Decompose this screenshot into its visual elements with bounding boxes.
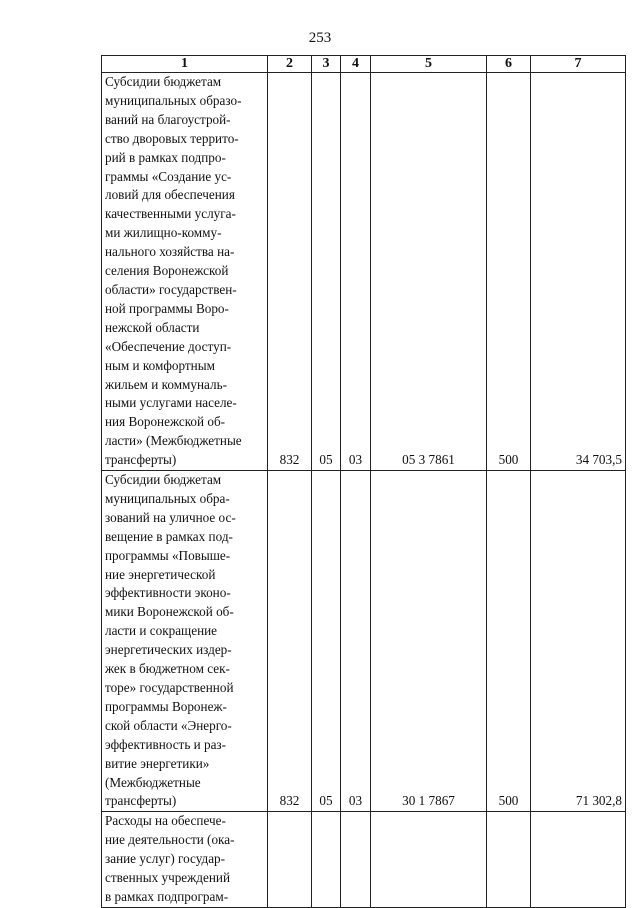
table-row <box>102 73 626 471</box>
subsection-code <box>341 812 371 908</box>
description-line: рий в рамках подпро- <box>105 149 226 165</box>
section-code: 05 <box>312 73 341 471</box>
description-line: ласти» (Межбюджетные <box>105 433 242 449</box>
description-line: ние деятельности (ока- <box>105 832 235 848</box>
description-line: эффективность и раз- <box>105 736 227 752</box>
column-header: 4 <box>341 56 371 73</box>
table-row <box>102 812 626 908</box>
section-code <box>312 812 341 908</box>
column-header: 7 <box>531 56 626 73</box>
description-line: программы «Повыше- <box>105 547 231 563</box>
description-line: нального хозяйства на- <box>105 244 235 260</box>
ministry-code: 832 <box>268 471 312 812</box>
expense-type-code: 500 <box>487 73 531 471</box>
description-line: ство дворовых террито- <box>105 130 239 146</box>
description-line: Субсидии бюджетам <box>105 74 222 89</box>
description-line: ным и комфортным <box>105 357 215 373</box>
description-line: ственных учреждений <box>105 870 231 886</box>
target-article-code <box>371 812 487 908</box>
description-line: жильем и коммуналь- <box>105 376 227 392</box>
column-header: 3 <box>312 56 341 73</box>
description-line: ми жилищно-комму- <box>105 225 222 241</box>
description-line: ской области «Энерго- <box>105 717 232 733</box>
column-header: 5 <box>371 56 487 73</box>
budget-table <box>101 55 626 908</box>
description-line: Расходы на обеспече- <box>105 813 226 829</box>
row-description <box>102 73 268 471</box>
description-line: зований на уличное ос- <box>105 509 236 525</box>
table-header-row <box>102 56 626 73</box>
description-line: в рамках подпрограм- <box>105 888 229 904</box>
subsection-code: 03 <box>341 471 371 812</box>
description-line: мики Воронежской об- <box>105 604 234 620</box>
description-line: вещение в рамках под- <box>105 528 233 544</box>
description-line: (Межбюджетные <box>105 774 201 790</box>
description-line: ваний на благоустрой- <box>105 111 231 127</box>
row-description <box>102 471 268 812</box>
target-article-code: 05 3 7861 <box>371 73 487 471</box>
description-line: ласти и сокращение <box>105 623 218 639</box>
description-line: ния Воронежской об- <box>105 414 226 430</box>
expense-type-code: 500 <box>487 471 531 812</box>
description-line: муниципальных обра- <box>105 490 230 506</box>
row-description <box>102 812 268 908</box>
description-line: ными услугами населе- <box>105 395 237 411</box>
column-header: 2 <box>268 56 312 73</box>
target-article-code: 30 1 7867 <box>371 471 487 812</box>
page-number: 253 <box>308 30 332 46</box>
section-code: 05 <box>312 471 341 812</box>
description-line: качественными услуга- <box>105 206 236 222</box>
description-line: трансферты) <box>105 452 177 468</box>
description-line: селения Воронежской <box>105 263 229 279</box>
description-line: программы Воронеж- <box>105 698 227 714</box>
amount: 71 302,8 <box>531 471 626 812</box>
table-row <box>102 471 626 812</box>
description-line: «Обеспечение доступ- <box>105 338 232 354</box>
description-line: нежской области <box>105 319 200 335</box>
description-line: зание услуг) государ- <box>105 851 226 867</box>
amount: 34 703,5 <box>531 73 626 471</box>
subsection-code: 03 <box>341 73 371 471</box>
description-line: ловий для обеспечения <box>105 187 235 203</box>
description-line: граммы «Создание ус- <box>105 168 232 184</box>
ministry-code: 832 <box>268 73 312 471</box>
description-line: трансферты) <box>105 793 177 809</box>
expense-type-code <box>487 812 531 908</box>
description-line: ной программы Воро- <box>105 300 229 316</box>
description-line: муниципальных образо- <box>105 92 242 108</box>
amount <box>531 812 626 908</box>
description-line: торе» государственной <box>105 680 234 695</box>
description-line: области» государствен- <box>105 281 237 297</box>
description-line: энергетических издер- <box>105 642 232 658</box>
description-line: жек в бюджетном сек- <box>105 661 230 677</box>
description-line: витие энергетики» <box>105 755 210 771</box>
description-line: эффективности эконо- <box>105 585 231 601</box>
description-line: Субсидии бюджетам <box>105 472 222 488</box>
column-header: 6 <box>487 56 531 73</box>
ministry-code <box>268 812 312 908</box>
column-header: 1 <box>102 56 268 73</box>
description-line: ние энергетической <box>105 566 216 582</box>
